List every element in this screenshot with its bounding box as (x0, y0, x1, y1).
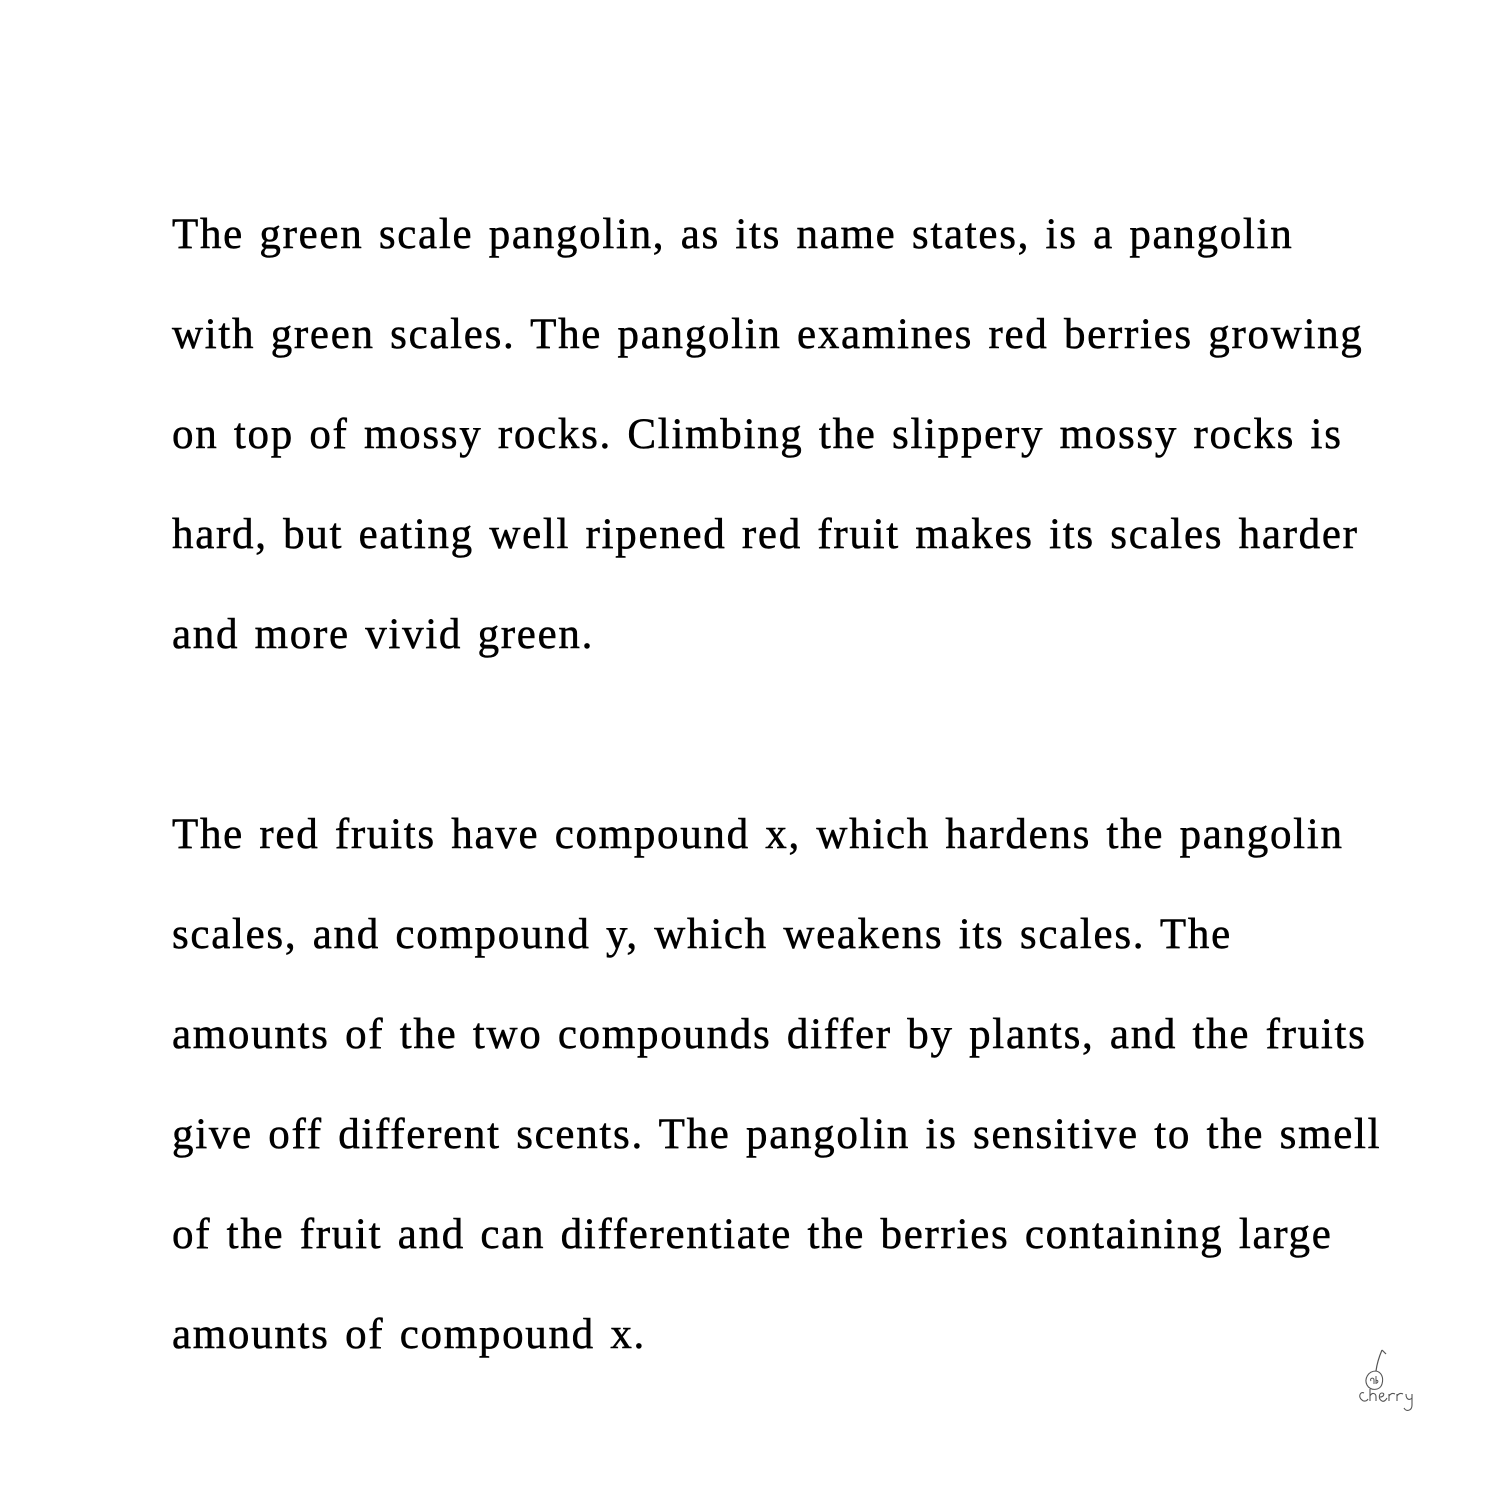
paragraph-2-line-1: The red fruits have compound x, which hardens the pangolin (172, 811, 1344, 858)
paragraph-1-line-5: and more vivid green. (172, 611, 595, 658)
paragraph-1-line-3: on top of mossy rocks. Climbing the slippery mossy rocks is (172, 411, 1343, 458)
cherry-signature-icon (1352, 1345, 1432, 1420)
paragraph-2-line-3: amounts of the two compounds differ by plants, and the fruits (172, 1011, 1367, 1058)
paragraph-2-line-4: give off different scents. The pangolin is sensitive to the smell (172, 1111, 1382, 1158)
paragraph-2-line-2: scales, and compound y, which weakens its scales. The (172, 911, 1232, 958)
paragraph-1-line-4: hard, but eating well ripened red fruit makes its scales harder (172, 511, 1359, 558)
paragraph-1-line-1: The green scale pangolin, as its name states, is a pangolin (172, 211, 1294, 258)
paragraph-1-line-2: with green scales. The pangolin examines red berries growing (172, 311, 1364, 358)
paragraph-2-line-6: amounts of compound x. (172, 1311, 646, 1358)
paragraph-2-line-5: of the fruit and can differentiate the berries containing large (172, 1211, 1333, 1258)
signature-drawing (1352, 1345, 1432, 1420)
